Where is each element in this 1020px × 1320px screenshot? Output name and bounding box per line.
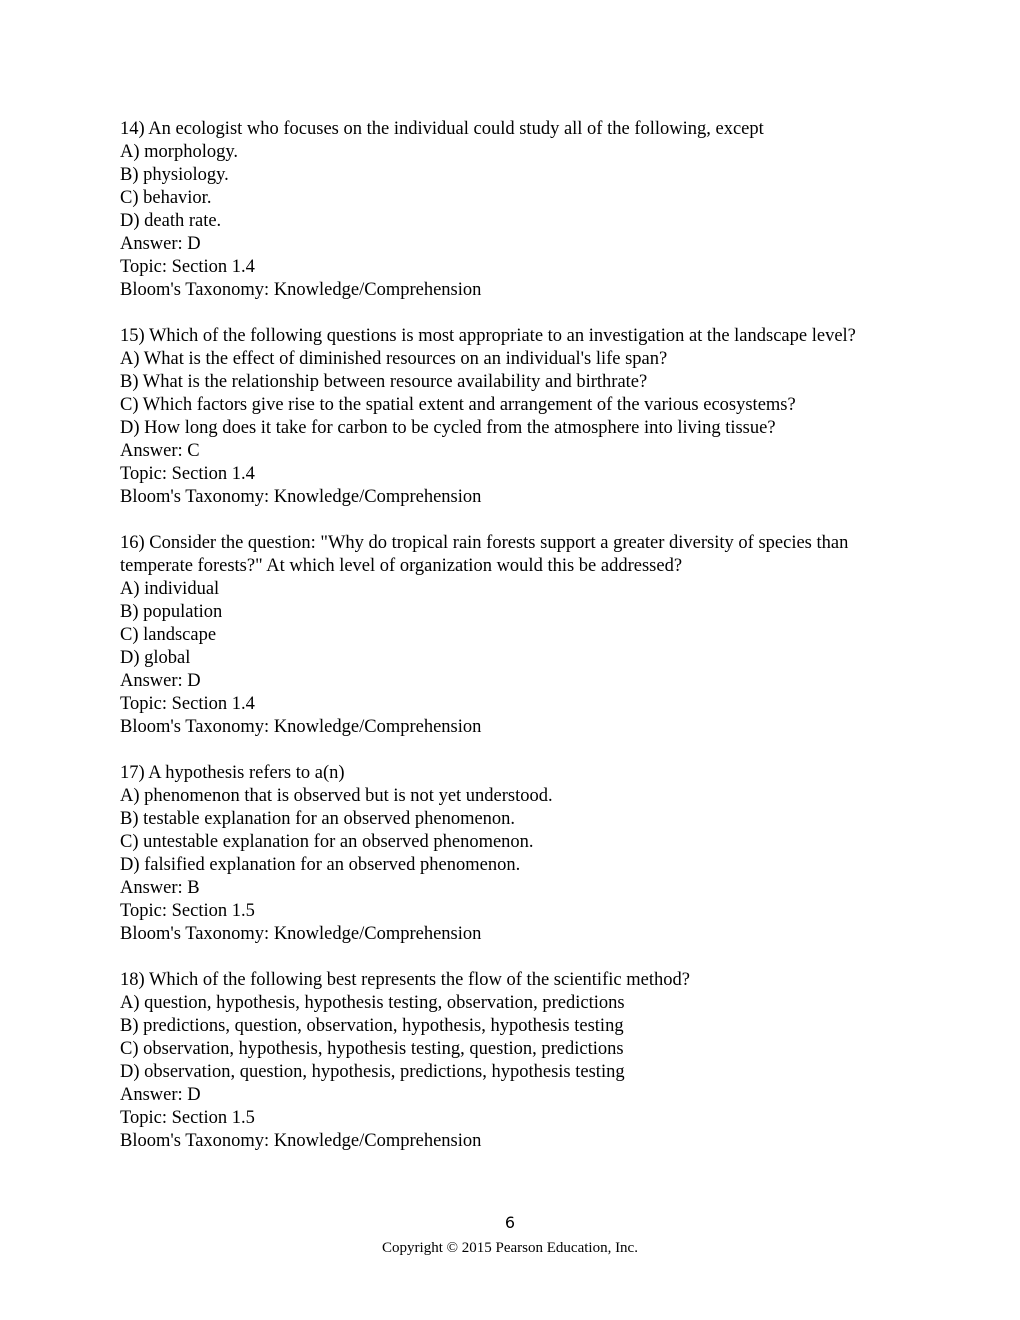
question-list bbox=[120, 118, 890, 1176]
bloom-taxonomy: Bloom's Taxonomy: Knowledge/Comprehension bbox=[120, 487, 482, 507]
option-d: D) global bbox=[120, 648, 191, 668]
answer: Answer: D bbox=[120, 671, 201, 691]
answer: Answer: D bbox=[120, 234, 201, 254]
question-stem: 17) A hypothesis refers to a(n) bbox=[120, 763, 345, 783]
topic: Topic: Section 1.5 bbox=[120, 1108, 255, 1128]
topic: Topic: Section 1.4 bbox=[120, 257, 255, 277]
option-b: B) physiology. bbox=[120, 165, 229, 185]
bloom-taxonomy: Bloom's Taxonomy: Knowledge/Comprehension bbox=[120, 717, 482, 737]
question-stem: 15) Which of the following questions is most appropriate to an investigation at the landscape level? bbox=[120, 326, 856, 346]
question-stem: 16) Consider the question: "Why do tropical rain forests support a greater diversity of species than temperate forests?" At which level of organization would this be addressed? bbox=[120, 533, 849, 576]
option-b: B) predictions, question, observation, hypothesis, hypothesis testing bbox=[120, 1016, 624, 1036]
option-b: B) population bbox=[120, 602, 223, 622]
bloom-taxonomy: Bloom's Taxonomy: Knowledge/Comprehension bbox=[120, 924, 482, 944]
option-a: A) question, hypothesis, hypothesis testing, observation, predictions bbox=[120, 993, 625, 1013]
question-18 bbox=[120, 969, 890, 1153]
option-c: C) untestable explanation for an observed phenomenon. bbox=[120, 832, 534, 852]
option-c: C) observation, hypothesis, hypothesis testing, question, predictions bbox=[120, 1039, 624, 1059]
answer: Answer: B bbox=[120, 878, 200, 898]
option-a: A) phenomenon that is observed but is not yet understood. bbox=[120, 786, 553, 806]
option-d: D) How long does it take for carbon to be cycled from the atmosphere into living tissue? bbox=[120, 418, 776, 438]
option-a: A) morphology. bbox=[120, 142, 239, 162]
option-c: C) landscape bbox=[120, 625, 217, 645]
answer: Answer: D bbox=[120, 1085, 201, 1105]
question-16 bbox=[120, 532, 890, 739]
option-d: D) falsified explanation for an observed phenomenon. bbox=[120, 855, 521, 875]
topic: Topic: Section 1.4 bbox=[120, 464, 255, 484]
page-number: 6 bbox=[504, 1213, 516, 1232]
option-c: C) Which factors give rise to the spatial extent and arrangement of the various ecosystems? bbox=[120, 395, 796, 415]
option-a: A) individual bbox=[120, 579, 220, 599]
option-b: B) What is the relationship between resource availability and birthrate? bbox=[120, 372, 648, 392]
topic: Topic: Section 1.4 bbox=[120, 694, 255, 714]
bloom-taxonomy: Bloom's Taxonomy: Knowledge/Comprehension bbox=[120, 280, 482, 300]
question-14 bbox=[120, 118, 890, 302]
option-b: B) testable explanation for an observed phenomenon. bbox=[120, 809, 516, 829]
question-15 bbox=[120, 325, 890, 509]
option-a: A) What is the effect of diminished resources on an individual's life span? bbox=[120, 349, 668, 369]
option-c: C) behavior. bbox=[120, 188, 212, 208]
answer: Answer: C bbox=[120, 441, 200, 461]
bloom-taxonomy: Bloom's Taxonomy: Knowledge/Comprehension bbox=[120, 1131, 482, 1151]
question-17 bbox=[120, 762, 890, 946]
topic: Topic: Section 1.5 bbox=[120, 901, 255, 921]
option-d: D) death rate. bbox=[120, 211, 222, 231]
question-stem: 18) Which of the following best represents the flow of the scientific method? bbox=[120, 970, 690, 990]
question-stem: 14) An ecologist who focuses on the individual could study all of the following, except bbox=[120, 119, 764, 139]
option-d: D) observation, question, hypothesis, predictions, hypothesis testing bbox=[120, 1062, 625, 1082]
copyright-notice: Copyright © 2015 Pearson Education, Inc. bbox=[382, 1240, 638, 1256]
